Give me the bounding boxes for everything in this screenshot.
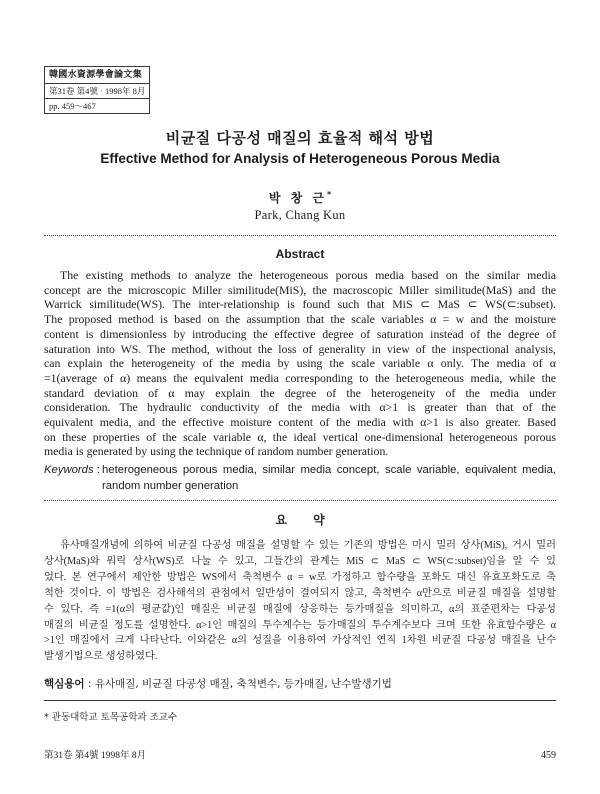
- korean-abstract-line: 매질의 비균질 정도를 설명한다. α>1인 매질의 투수계수는 등가매질의 투수계수보다 크며 또한 유효함수량은 α: [44, 619, 556, 631]
- korean-keywords-separator: :: [87, 678, 92, 690]
- footnote-text: 관동대학교 토목공학과 조교수: [51, 712, 178, 723]
- abstract-line: =1(average of α) means the equivalent media corresponding to the heterogeneous media, while the: [44, 370, 556, 385]
- abstract-line: media is generated by using the technique of random number generation.: [44, 444, 389, 459]
- keywords-text: random number generation: [102, 480, 239, 492]
- keywords-separator: :: [96, 464, 100, 476]
- abstract-line: equivalent media, and the effective moisture content of the media with α>1 is also greater. Based: [44, 415, 556, 430]
- footnote-marker: *: [44, 712, 49, 723]
- korean-abstract-line: 수 있다. 즉 =1(α의 평균값)인 매질은 비균질 매질에 상응하는 등가매질을 의미하고, α의 표준편차는 다공성: [44, 603, 556, 615]
- dotted-divider-middle: [44, 500, 556, 501]
- footer-issue: 第31卷 第4號 1998年 8月: [44, 751, 147, 761]
- abstract-line: consideration. The hydraulic conductivity of the media with α>1 is greater than that of the: [44, 400, 556, 415]
- korean-keywords-label: 핵심용어: [44, 678, 85, 690]
- journal-info-box: [44, 66, 150, 114]
- abstract-line: on these properties of the scale variable α, the ideal vertical one-dimensional heterogeneous porous: [44, 429, 556, 444]
- keywords-row: [44, 478, 556, 494]
- journal-issue: 第31卷 第4號 · 1998年 8月: [45, 83, 149, 98]
- korean-title: 비균질 다공성 매질의 효율적 해석 방법: [165, 129, 435, 147]
- footnote-rule: [44, 700, 556, 701]
- korean-keywords-value: 유사매질, 비균질 다공성 매질, 축척변수, 등가매질, 난수발생기법: [94, 678, 392, 690]
- keywords-label: Keywords: [44, 464, 94, 476]
- abstract-line: standard deviation of α may explain the degree of the heterogeneity of the media under: [44, 385, 556, 400]
- korean-abstract-heading: 요 약: [275, 513, 325, 527]
- korean-abstract-line: 유사매질개념에 의하여 비균질 다공성 매질을 설명할 수 있는 기존의 방법은 미시 밀러 상사(MiS), 거시 밀러: [60, 540, 556, 551]
- korean-abstract-body: [44, 538, 556, 665]
- keywords-head: [44, 462, 102, 478]
- author-footnote-marker: *: [326, 190, 332, 199]
- author-korean-name: 박 창 근: [268, 191, 327, 205]
- dotted-divider-top: [44, 235, 556, 236]
- keywords-row: [44, 462, 556, 478]
- korean-abstract-line: 상사(MaS)와 워릭 상사(WS)로 나눌 수 있고, 그들간의 관계는 MiS ⊂ MaS ⊂ WS(⊂:subset)임을 알 수 있: [44, 555, 556, 567]
- korean-abstract-line: >1인 매질에서 크게 나타난다. 이와같은 α의 성질을 이용하여 가상적인 연직 1차원 비균질 다공성 매질을 난수: [44, 635, 556, 647]
- abstract-line: The proposed method is based on the assumption that the scale variables α = w and the moisture: [44, 312, 556, 327]
- page-number: 459: [541, 750, 556, 761]
- abstract-line: can explain the heterogeneity of the media by using the scale variable α only. The media of α: [44, 356, 556, 371]
- korean-abstract-line: 척한 것이다. 이 방법은 검사해석의 관점에서 일반성이 결여되지 않고, 축척변수 α만으로 비균질 매질을 설명할: [44, 587, 556, 599]
- abstract-heading: Abstract: [275, 247, 325, 261]
- journal-name: 韓國水資源學會論文集: [49, 70, 143, 80]
- keywords-indent: [44, 478, 102, 494]
- abstract-line: Warrick similitude(WS). The inter-relationship is found such that MiS ⊂ MaS ⊂ WS(⊂:subset).: [44, 297, 556, 312]
- abstract-line: content is dimensionless by introducing the effective degree of saturation instead of the degree of: [44, 326, 556, 341]
- author-english: Park, Chang Kun: [254, 208, 346, 222]
- korean-keywords: [44, 676, 556, 692]
- keywords-text: heterogeneous porous media, similar media concept, scale variable, equivalent media,: [102, 464, 556, 476]
- korean-abstract-line: 발생기법으로 생성하였다.: [44, 651, 158, 663]
- abstract-line: The existing methods to analyze the heterogeneous porous media based on the similar media: [60, 268, 556, 282]
- abstract-line: saturation into WS. The method, without the loss of generality in view of the inspectional analysis,: [44, 341, 556, 356]
- footnote: [44, 711, 177, 725]
- author-korean: [0, 189, 600, 207]
- abstract-body: [44, 268, 556, 459]
- journal-pages: pp. 459～467: [45, 98, 149, 113]
- abstract-line: concept are the microscopic Miller similitude(MiS), the macroscopic Miller similitude(MaS) and the: [44, 282, 556, 297]
- korean-abstract-line: 었다. 본 연구에서 제안한 방법은 WS에서 축척변수 α = w로 가정하고 함수량을 포화도 대신 유효포화도로 축: [44, 571, 556, 583]
- english-title: Effective Method for Analysis of Heterogeneous Porous Media: [100, 151, 500, 166]
- keywords-block: [44, 462, 556, 494]
